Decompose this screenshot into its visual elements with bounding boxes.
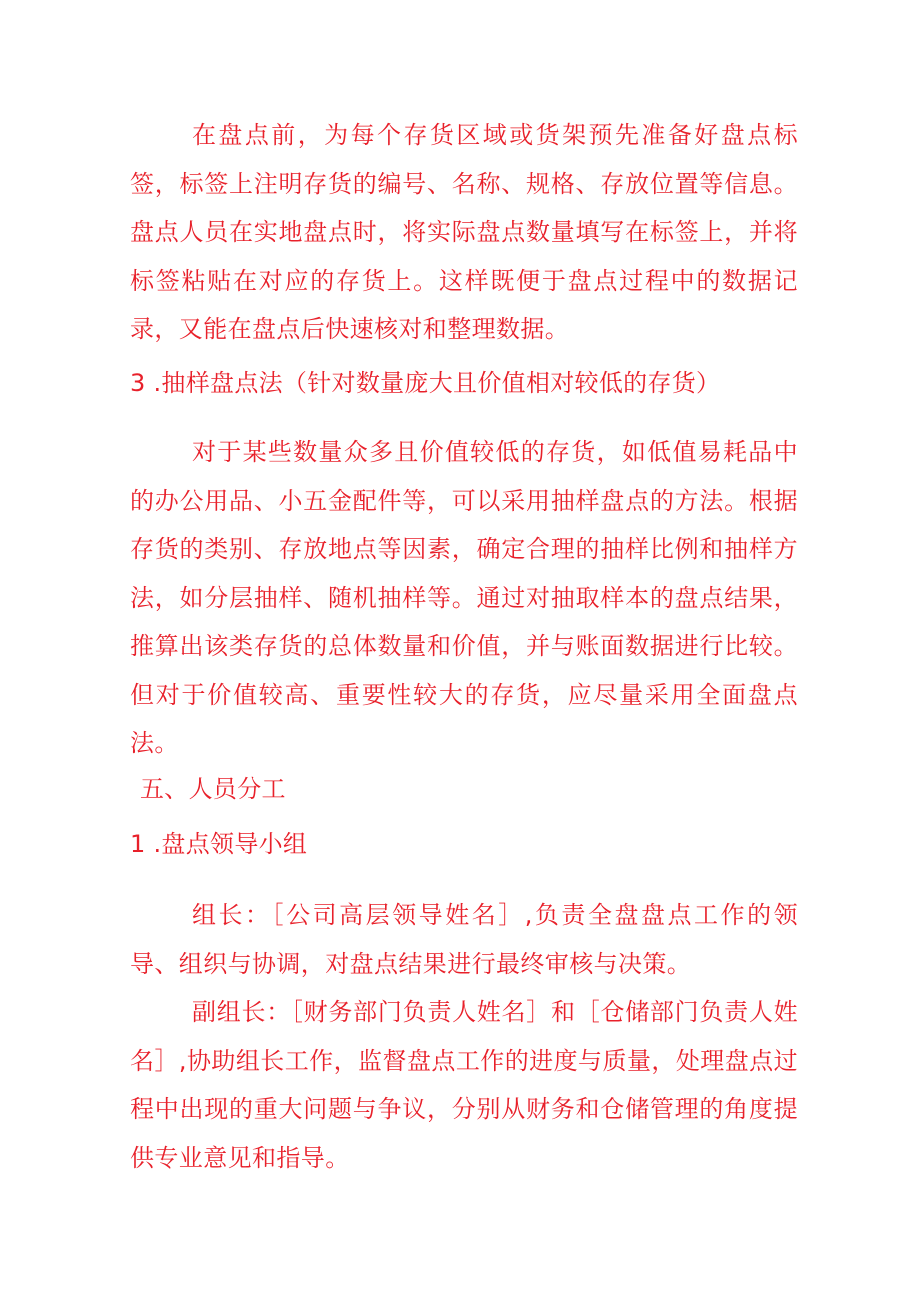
heading-sampling-method: 3 .抽样盘点法（针对数量庞大且价值相对较低的存货）	[130, 369, 721, 397]
paragraph-group-leader: 组长：［公司高层领导姓名］,负责全盘盘点工作的领导、组织与协调，对盘点结果进行最终审核与决策。	[130, 901, 798, 978]
paragraph-sampling-description: 对于某些数量众多且价值较低的存货，如低值易耗品中的办公用品、小五金配件等，可以采用抽样盘点的方法。根据存货的类别、存放地点等因素，确定合理的抽样比例和抽样方法，如分层抽样、随机抽样等。通过对抽取样本的盘点结果，推算出该类存货的总体数量和价值，并与账面数据进行比较。但对于价值较高、重要性较大的存货，应尽量采用全面盘点法。	[130, 438, 798, 757]
paragraph-deputy-leader: 副组长：［财务部门负责人姓名］和［仓储部门负责人姓名］,协助组长工作，监督盘点工作的进度与质量，处理盘点过程中出现的重大问题与争议，分别从财务和仓储管理的角度提供专业意见和指导。	[130, 998, 798, 1172]
section-title-staffing: 五、人员分工	[140, 775, 286, 803]
paragraph-label-preparation: 在盘点前，为每个存货区域或货架预先准备好盘点标签，标签上注明存货的编号、名称、规格、存放位置等信息。盘点人员在实地盘点时，将实际盘点数量填写在标签上，并将标签粘贴在对应的存货上。这样既便于盘点过程中的数据记录，又能在盘点后快速核对和整理数据。	[130, 121, 798, 343]
heading-leadership-group: 1 .盘点领导小组	[130, 830, 308, 858]
